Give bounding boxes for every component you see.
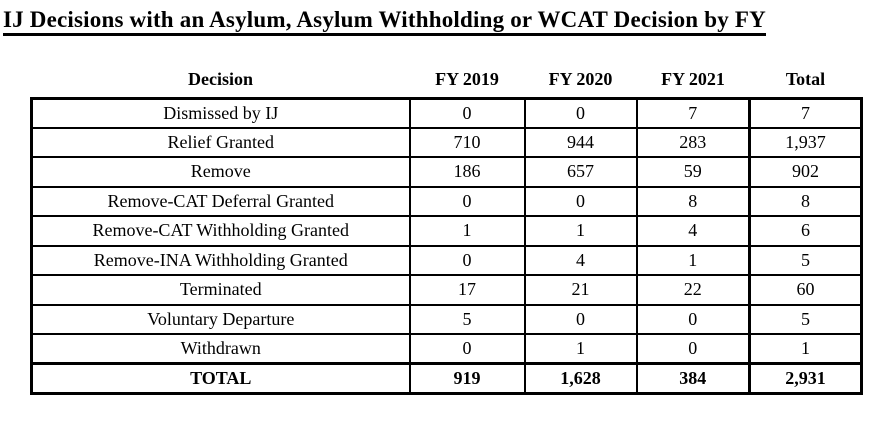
column-header-fy2021: FY 2021 <box>661 69 725 90</box>
table-row <box>32 98 862 128</box>
table-header <box>32 68 862 98</box>
table-cell: 7 <box>750 98 862 128</box>
table-row <box>32 305 862 335</box>
table-cell: 6 <box>750 216 862 246</box>
table-body <box>32 98 862 393</box>
table-row <box>32 334 862 364</box>
page-title-text: IJ Decisions with an Asylum, Asylum Withholding or WCAT Decision by FY <box>3 7 766 36</box>
table-cell: 944 <box>525 128 637 158</box>
table-cell: 5 <box>750 305 862 335</box>
total-row-label: TOTAL <box>32 364 410 394</box>
table-cell: 22 <box>637 275 750 305</box>
header-row <box>32 68 862 98</box>
total-cell: 384 <box>637 364 750 394</box>
table-cell: 8 <box>750 187 862 217</box>
row-label: Remove-CAT Withholding Granted <box>32 216 410 246</box>
page-title <box>3 7 766 33</box>
total-cell: 919 <box>410 364 525 394</box>
table-cell: 0 <box>637 305 750 335</box>
table-cell: 59 <box>637 157 750 187</box>
table-cell: 0 <box>637 334 750 364</box>
table-cell: 4 <box>525 246 637 276</box>
table-cell: 21 <box>525 275 637 305</box>
column-header-fy2020: FY 2020 <box>548 69 613 90</box>
total-cell: 1,628 <box>525 364 637 394</box>
row-label: Remove-INA Withholding Granted <box>32 246 410 276</box>
table-cell: 0 <box>410 98 525 128</box>
table-cell: 1 <box>410 216 525 246</box>
table-cell: 283 <box>637 128 750 158</box>
row-label: Relief Granted <box>32 128 410 158</box>
total-row <box>32 364 862 394</box>
row-label: Dismissed by IJ <box>32 98 410 128</box>
table-row <box>32 157 862 187</box>
table-cell: 60 <box>750 275 862 305</box>
table-cell: 0 <box>410 187 525 217</box>
table-cell: 657 <box>525 157 637 187</box>
row-label: Remove <box>32 157 410 187</box>
table-cell: 17 <box>410 275 525 305</box>
column-header-decision: Decision <box>188 69 253 90</box>
table-cell: 5 <box>750 246 862 276</box>
table-cell: 0 <box>525 187 637 217</box>
table-cell: 0 <box>525 305 637 335</box>
table-cell: 7 <box>637 98 750 128</box>
column-header-total: Total <box>785 69 826 90</box>
table-cell: 710 <box>410 128 525 158</box>
table-cell: 902 <box>750 157 862 187</box>
table-row <box>32 187 862 217</box>
row-label: Voluntary Departure <box>32 305 410 335</box>
table-cell: 5 <box>410 305 525 335</box>
table-cell: 186 <box>410 157 525 187</box>
total-cell: 2,931 <box>750 364 862 394</box>
row-label: Withdrawn <box>32 334 410 364</box>
table-cell: 1 <box>525 334 637 364</box>
table-cell: 1 <box>525 216 637 246</box>
table-row <box>32 275 862 305</box>
table-row <box>32 216 862 246</box>
table-cell: 4 <box>637 216 750 246</box>
table-cell: 0 <box>410 334 525 364</box>
row-label: Remove-CAT Deferral Granted <box>32 187 410 217</box>
table-cell: 0 <box>525 98 637 128</box>
column-header-fy2019: FY 2019 <box>435 69 499 90</box>
table-row <box>32 246 862 276</box>
table-cell: 1 <box>637 246 750 276</box>
row-label: Terminated <box>32 275 410 305</box>
table-cell: 8 <box>637 187 750 217</box>
table-row <box>32 128 862 158</box>
table-cell: 1 <box>750 334 862 364</box>
table-cell: 1,937 <box>750 128 862 158</box>
decisions-table <box>30 68 863 395</box>
table-cell: 0 <box>410 246 525 276</box>
